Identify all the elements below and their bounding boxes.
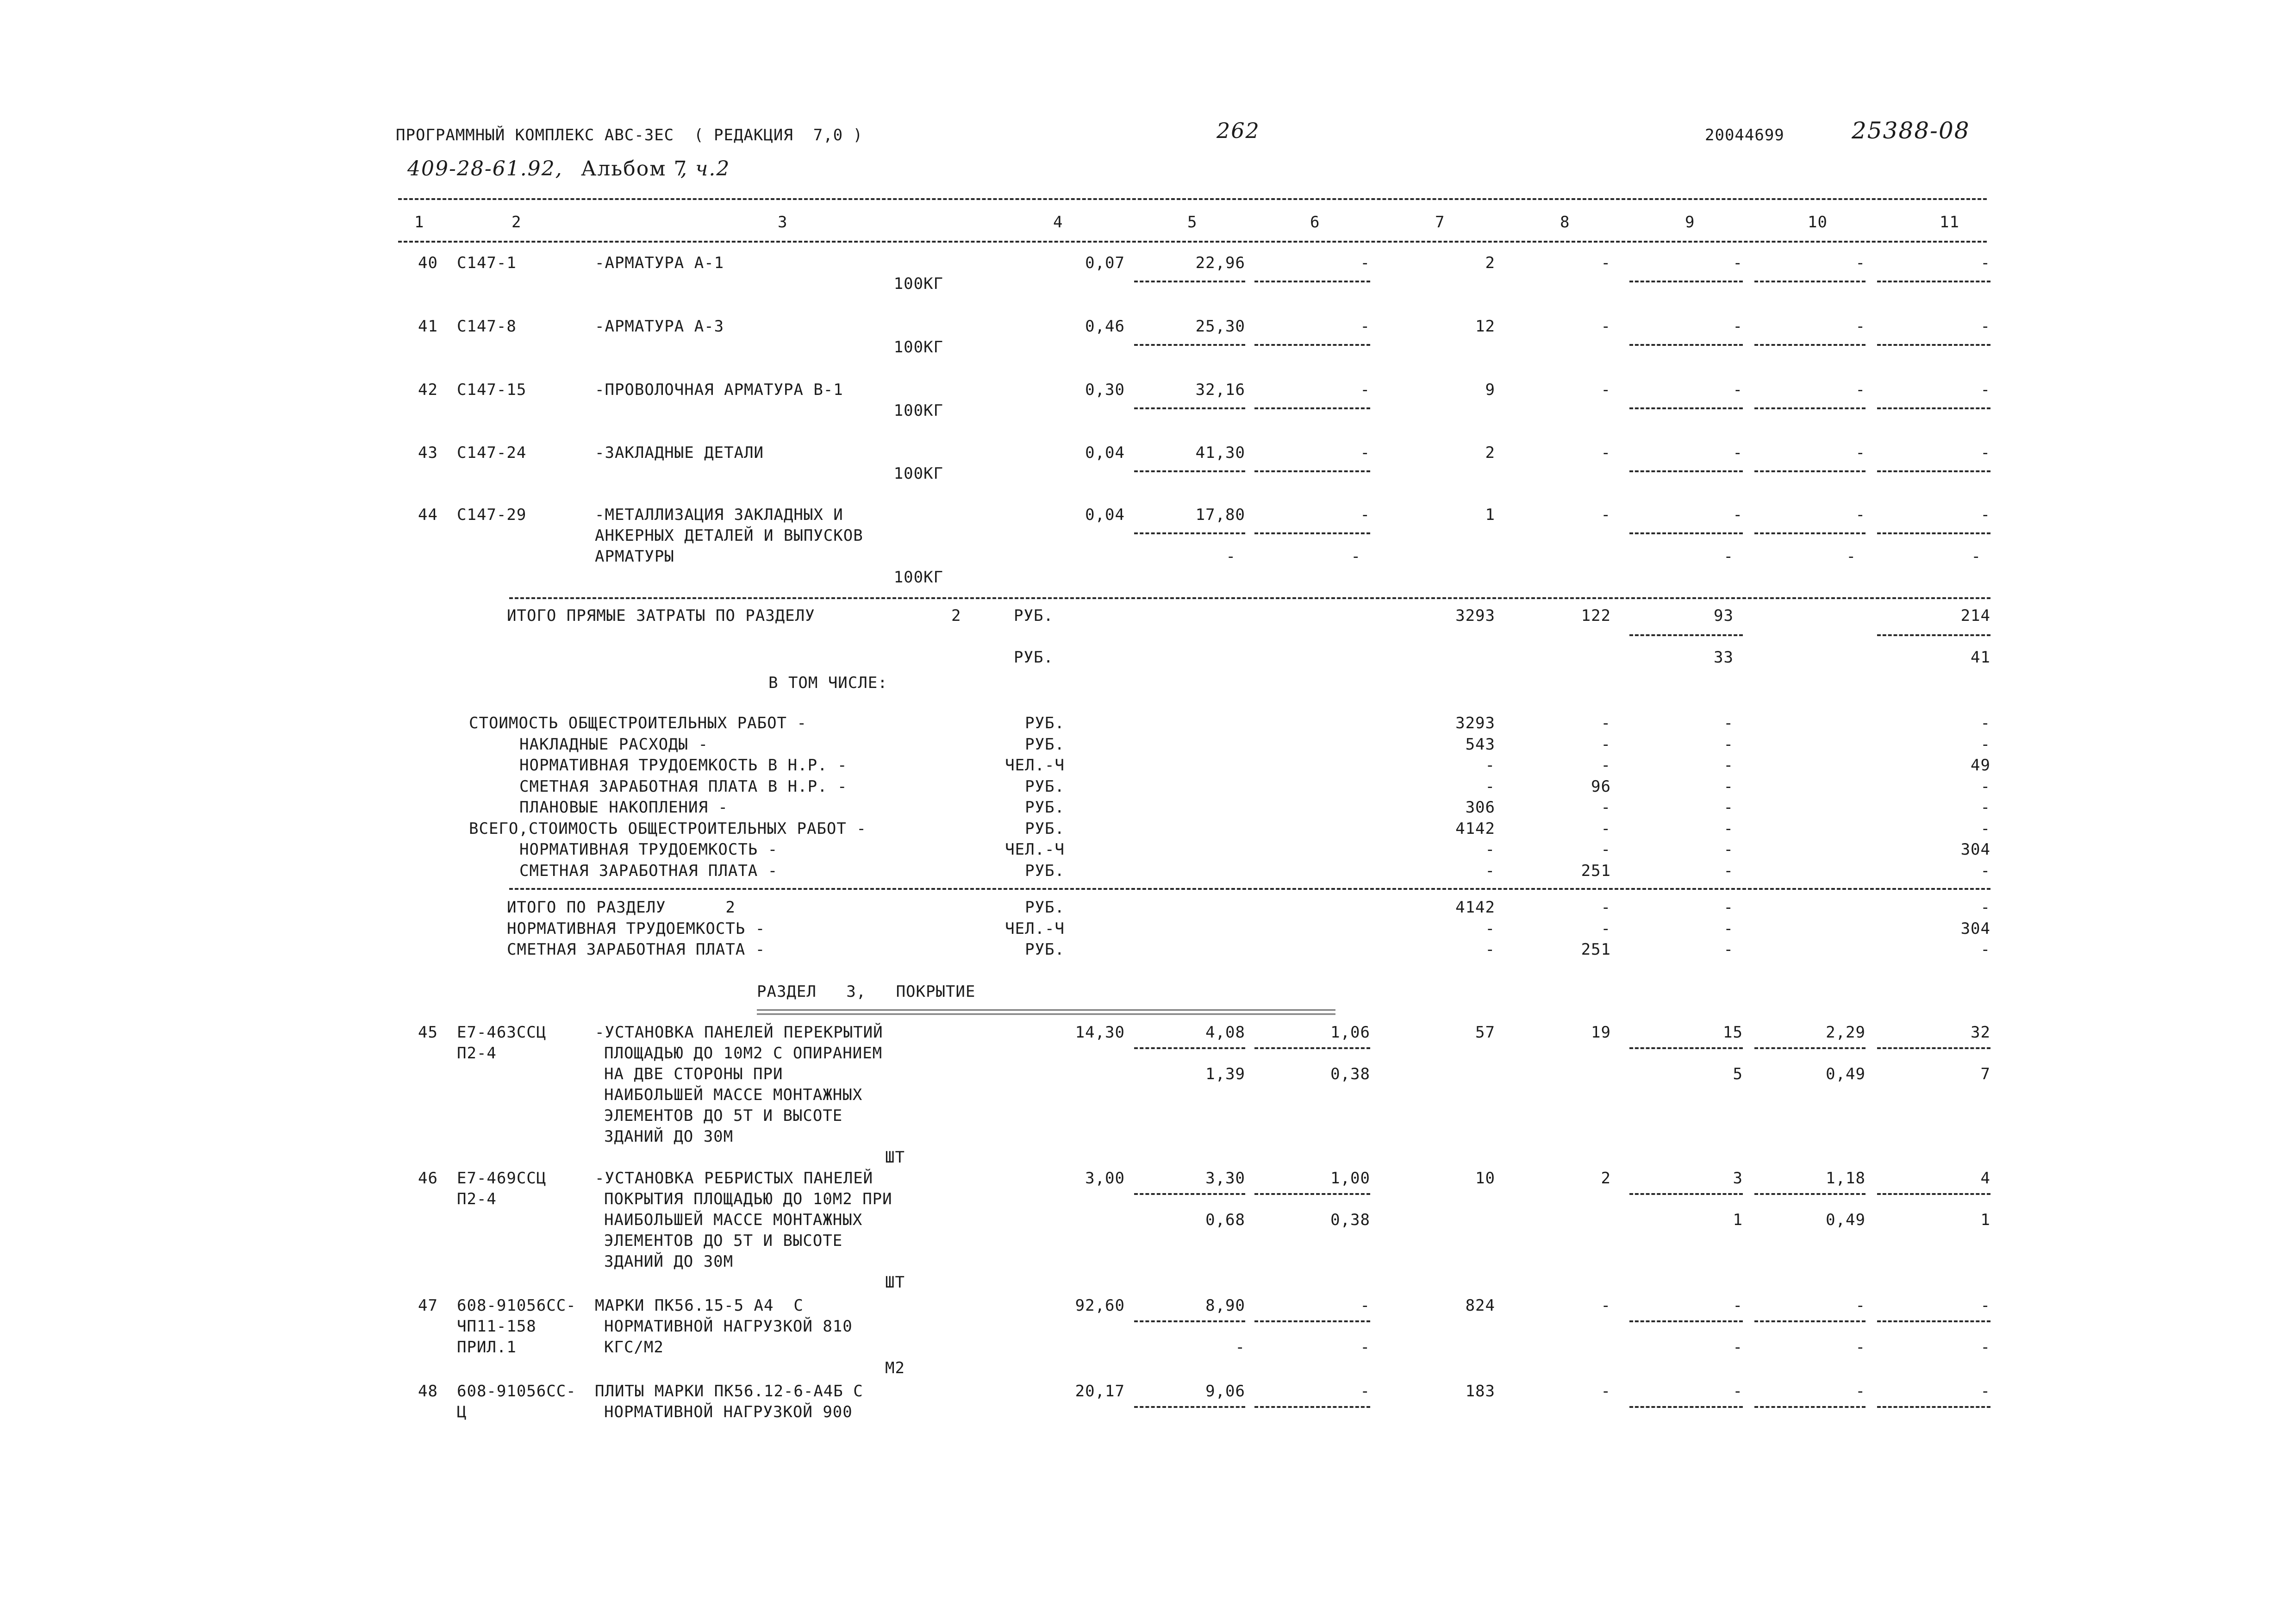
cell-c9: -	[1733, 381, 1743, 399]
cell-c6: -	[1360, 1382, 1370, 1400]
row-code: С147-15	[457, 381, 527, 399]
breakdown-label: НОРМАТИВНАЯ ТРУДОЕМКОСТЬ -	[519, 840, 778, 859]
cell-c11b: 7	[1980, 1065, 1990, 1083]
breakdown-unit: РУБ.	[1025, 714, 1065, 732]
row-code: С147-24	[457, 444, 527, 462]
cell-c5b: -	[1235, 1338, 1245, 1357]
cell-c5: 3,30	[1205, 1169, 1245, 1188]
cell-c4: 0,46	[1085, 317, 1125, 336]
sub-rule-c11	[1877, 1406, 1990, 1408]
row-number: 43	[418, 444, 438, 462]
sub-rule-c5	[1134, 1406, 1245, 1408]
cell-c5: 22,96	[1195, 254, 1245, 272]
row-unit: 100КГ	[893, 568, 943, 587]
sub-rule-c6	[1254, 532, 1370, 534]
row-code: Е7-469ССЦ	[457, 1169, 547, 1188]
sub-rule-c5	[1134, 1320, 1245, 1322]
section-total-unit: РУБ.	[1025, 898, 1065, 917]
breakdown-c7: -	[1485, 861, 1495, 880]
total-direct-section: 2	[951, 606, 961, 625]
cell-c11: -	[1980, 1382, 1990, 1400]
cell-c5: 17,80	[1195, 506, 1245, 524]
section-total-c9: -	[1723, 940, 1734, 959]
section-total-c7: -	[1485, 940, 1495, 959]
breakdown-unit: РУБ.	[1025, 735, 1065, 754]
cell-c7: 2	[1485, 444, 1495, 462]
breakdown-c9: -	[1723, 714, 1734, 732]
breakdown-label: ВСЕГО,СТОИМОСТЬ ОБЩЕСТРОИТЕЛЬНЫХ РАБОТ -	[469, 819, 867, 838]
sub-rule-c10	[1754, 470, 1866, 472]
row-code-line-3: ПРИЛ.1	[457, 1338, 517, 1357]
cell-c6b: 0,38	[1330, 1211, 1370, 1229]
row-description: ЗДАНИЙ ДО 30М	[604, 1252, 734, 1271]
cell-c5: 8,90	[1205, 1296, 1245, 1315]
sub-rule-c5	[1134, 1193, 1245, 1195]
cell-c5b: -	[1226, 547, 1236, 566]
section-total-c11: -	[1980, 940, 1990, 959]
cell-c10: -	[1855, 254, 1866, 272]
sub-rule-c10	[1754, 344, 1866, 346]
breakdown-c9: -	[1723, 777, 1734, 796]
row-code: С147-8	[457, 317, 517, 336]
sub-rule-c11	[1877, 470, 1990, 472]
cell-c9b: 1	[1733, 1211, 1743, 1229]
cell-c10: -	[1855, 1382, 1866, 1400]
cell-c4: 3,00	[1085, 1169, 1125, 1188]
cell-c4: 92,60	[1075, 1296, 1125, 1315]
breakdown-rule	[509, 888, 1990, 890]
breakdown-label: ПЛАНОВЫЕ НАКОПЛЕНИЯ -	[519, 798, 728, 817]
row-description: ПОКРЫТИЯ ПЛОЩАДЬЮ ДО 10М2 ПРИ	[604, 1190, 892, 1208]
project-reference: 409-28-61.92,	[407, 157, 563, 181]
row-unit: 100КГ	[893, 338, 943, 356]
cell-c8: -	[1601, 1382, 1611, 1400]
table-top-rule	[398, 198, 1987, 200]
cell-c6: -	[1360, 506, 1370, 524]
cell-c9b: -	[1723, 547, 1734, 566]
cell-c6: 1,06	[1330, 1023, 1370, 1042]
sub-rule-c9	[1629, 1047, 1743, 1049]
breakdown-c9: -	[1723, 798, 1734, 817]
breakdown-unit: ЧЕЛ.-Ч	[1005, 840, 1065, 859]
total-direct-label: ИТОГО ПРЯМЫЕ ЗАТРАТЫ ПО РАЗДЕЛУ	[507, 606, 815, 625]
breakdown-c9: -	[1723, 861, 1734, 880]
cell-c6: 1,00	[1330, 1169, 1370, 1188]
section-total-label: СМЕТНАЯ ЗАРАБОТНАЯ ПЛАТА -	[507, 940, 766, 959]
cell-c6b: 0,38	[1330, 1065, 1370, 1083]
row-unit: М2	[885, 1359, 905, 1377]
cell-c11: -	[1980, 444, 1990, 462]
section-total-c11: -	[1980, 898, 1990, 917]
cell-c6: -	[1360, 444, 1370, 462]
album-part: , ч.2	[680, 157, 730, 181]
breakdown-label: НОРМАТИВНАЯ ТРУДОЕМКОСТЬ В Н.Р. -	[519, 756, 848, 775]
sub-rule-c5	[1134, 281, 1245, 282]
cell-c9: -	[1733, 506, 1743, 524]
cell-c10b: -	[1855, 1338, 1866, 1357]
row-description: НАИБОЛЬШЕЙ МАССЕ МОНТАЖНЫХ	[604, 1086, 863, 1104]
breakdown-c9: -	[1723, 735, 1734, 754]
breakdown-c7: 543	[1465, 735, 1495, 754]
cell-c4: 0,30	[1085, 381, 1125, 399]
sub-rule-c6	[1254, 1193, 1370, 1195]
row-description: МАРКИ ПК56.15-5 А4 С	[595, 1296, 804, 1315]
sub-rule-c6	[1254, 281, 1370, 282]
sub-rule-c11	[1877, 281, 1990, 282]
cell-c9b: 5	[1733, 1065, 1743, 1083]
section-total-c8: -	[1601, 919, 1611, 938]
row-description: НАИБОЛЬШЕЙ МАССЕ МОНТАЖНЫХ	[604, 1211, 863, 1229]
cell-c6b: -	[1351, 547, 1361, 566]
row-description: АРМАТУРЫ	[595, 547, 674, 566]
sub-rule-c6	[1254, 1320, 1370, 1322]
sub-rule-c10	[1754, 281, 1866, 282]
sub-rule-c5	[1134, 407, 1245, 409]
sub-rule-c5	[1134, 470, 1245, 472]
sub-rule-c10	[1754, 1193, 1866, 1195]
cell-c4: 0,07	[1085, 254, 1125, 272]
cell-c10: 1,18	[1826, 1169, 1866, 1188]
total-direct-unit-2: РУБ.	[1014, 648, 1054, 667]
cell-c10b: 0,49	[1826, 1211, 1866, 1229]
row-description: -ПРОВОЛОЧНАЯ АРМАТУРА В-1	[595, 381, 843, 399]
row-number: 44	[418, 506, 438, 524]
sub-rule-c9	[1629, 281, 1743, 282]
section-total-unit: РУБ.	[1025, 940, 1065, 959]
cell-c7: 183	[1465, 1382, 1495, 1400]
sub-rule-c10	[1754, 1047, 1866, 1049]
row-number: 45	[418, 1023, 438, 1042]
cell-c6b: -	[1360, 1338, 1370, 1357]
row-number: 47	[418, 1296, 438, 1315]
sub-rule-c9	[1629, 1406, 1743, 1408]
sub-rule-c5	[1134, 344, 1245, 346]
sub-rule-c6	[1254, 1047, 1370, 1049]
cell-c9: -	[1733, 254, 1743, 272]
row-number: 46	[418, 1169, 438, 1188]
cell-c6: -	[1360, 1296, 1370, 1315]
cell-c9b: -	[1733, 1338, 1743, 1357]
total-direct-c9b: 33	[1714, 648, 1734, 667]
sub-rule-c6	[1254, 344, 1370, 346]
cell-c11: -	[1980, 1296, 1990, 1315]
row-unit: ШТ	[885, 1148, 905, 1167]
column-number-3: 3	[778, 213, 788, 231]
row-description: ЗДАНИЙ ДО 30М	[604, 1127, 734, 1146]
row-description: НОРМАТИВНОЙ НАГРУЗКОЙ 900	[604, 1403, 853, 1421]
cell-c7: 1	[1485, 506, 1495, 524]
cell-c5b: 1,39	[1205, 1065, 1245, 1083]
cell-c6: -	[1360, 254, 1370, 272]
breakdown-c11: 49	[1971, 756, 1990, 775]
cell-c9: -	[1733, 317, 1743, 336]
cell-c5: 32,16	[1195, 381, 1245, 399]
cell-c11b: -	[1980, 1338, 1990, 1357]
sub-rule-c5	[1134, 1047, 1245, 1049]
row-number: 42	[418, 381, 438, 399]
sub-rule-c6	[1254, 470, 1370, 472]
row-description: -УСТАНОВКА ПАНЕЛЕЙ ПЕРЕКРЫТИЙ	[595, 1023, 883, 1042]
total-direct-rule	[509, 597, 1990, 599]
breakdown-c11: -	[1980, 819, 1990, 838]
breakdown-c9: -	[1723, 840, 1734, 859]
cell-c10: -	[1855, 317, 1866, 336]
column-number-1: 1	[414, 213, 424, 231]
cell-c4: 20,17	[1075, 1382, 1125, 1400]
cell-c8: 2	[1601, 1169, 1611, 1188]
row-description: НОРМАТИВНОЙ НАГРУЗКОЙ 810	[604, 1317, 853, 1336]
column-number-11: 11	[1940, 213, 1959, 231]
cell-c11: 32	[1971, 1023, 1990, 1042]
breakdown-c11: -	[1980, 777, 1990, 796]
total-direct-c7: 3293	[1455, 606, 1495, 625]
breakdown-c7: -	[1485, 777, 1495, 796]
row-description: ЭЛЕМЕНТОВ ДО 5Т И ВЫСОТЕ	[604, 1107, 843, 1125]
row-description: -АРМАТУРА А-3	[595, 317, 724, 336]
sub-rule-c10	[1754, 407, 1866, 409]
section-total-c7: 4142	[1455, 898, 1495, 917]
cell-c5: 41,30	[1195, 444, 1245, 462]
row-number: 48	[418, 1382, 438, 1400]
cell-c10: -	[1855, 444, 1866, 462]
row-description: АНКЕРНЫХ ДЕТАЛЕЙ И ВЫПУСКОВ	[595, 526, 863, 545]
stamp-code: 25388-08	[1852, 117, 1970, 144]
section-total-c8: 251	[1581, 940, 1611, 959]
including-label: В ТОМ ЧИСЛЕ:	[768, 674, 888, 692]
cell-c9: -	[1733, 1296, 1743, 1315]
column-number-2: 2	[512, 213, 522, 231]
breakdown-c8: -	[1601, 756, 1611, 775]
section-total-c9: -	[1723, 919, 1734, 938]
breakdown-label: СТОИМОСТЬ ОБЩЕСТРОИТЕЛЬНЫХ РАБОТ -	[469, 714, 807, 732]
sub-rule-c9	[1629, 532, 1743, 534]
row-description: НА ДВЕ СТОРОНЫ ПРИ	[604, 1065, 783, 1083]
breakdown-c9: -	[1723, 756, 1734, 775]
breakdown-c11: -	[1980, 735, 1990, 754]
row-description: КГС/М2	[604, 1338, 664, 1357]
breakdown-c7: 306	[1465, 798, 1495, 817]
row-code: 608-91056СС-	[457, 1296, 576, 1315]
row-code-line-2: Ц	[457, 1403, 467, 1421]
sub-rule-c9	[1629, 1193, 1743, 1195]
row-description: -АРМАТУРА А-1	[595, 254, 724, 272]
sub-rule-c11	[1877, 344, 1990, 346]
cell-c7: 10	[1475, 1169, 1495, 1188]
cell-c9: 3	[1733, 1169, 1743, 1188]
cell-c9: -	[1733, 444, 1743, 462]
total-direct-c9: 93	[1714, 606, 1734, 625]
section-total-c9: -	[1723, 898, 1734, 917]
row-code-line-2: ЧП11-158	[457, 1317, 537, 1336]
cell-c8: -	[1601, 381, 1611, 399]
section-total-label: НОРМАТИВНАЯ ТРУДОЕМКОСТЬ -	[507, 919, 766, 938]
sub-rule-c5	[1134, 532, 1245, 534]
cell-c5b: 0,68	[1205, 1211, 1245, 1229]
cell-c10: -	[1855, 381, 1866, 399]
cell-c5: 25,30	[1195, 317, 1245, 336]
total-direct-c11b: 41	[1971, 648, 1990, 667]
album-label: Альбом 7	[581, 157, 688, 181]
column-number-6: 6	[1310, 213, 1320, 231]
breakdown-c7: -	[1485, 756, 1495, 775]
breakdown-c8: 96	[1591, 777, 1611, 796]
breakdown-label: СМЕТНАЯ ЗАРАБОТНАЯ ПЛАТА -	[519, 861, 778, 880]
cell-c8: -	[1601, 254, 1611, 272]
column-number-8: 8	[1560, 213, 1570, 231]
row-description: -ЗАКЛАДНЫЕ ДЕТАЛИ	[595, 444, 764, 462]
sub-rule-c9	[1629, 344, 1743, 346]
cell-c9: 15	[1723, 1023, 1743, 1042]
breakdown-label: НАКЛАДНЫЕ РАСХОДЫ -	[519, 735, 708, 754]
section-total-c7: -	[1485, 919, 1495, 938]
breakdown-c8: -	[1601, 840, 1611, 859]
cell-c7: 57	[1475, 1023, 1495, 1042]
page-number: 262	[1217, 118, 1260, 143]
breakdown-c7: 4142	[1455, 819, 1495, 838]
row-code: 608-91056СС-	[457, 1382, 576, 1400]
section-total-c11: 304	[1960, 919, 1990, 938]
total-direct-c8: 122	[1581, 606, 1611, 625]
breakdown-c11: -	[1980, 861, 1990, 880]
cell-c10: 2,29	[1826, 1023, 1866, 1042]
cell-c10: -	[1855, 1296, 1866, 1315]
cell-c6: -	[1360, 381, 1370, 399]
breakdown-c9: -	[1723, 819, 1734, 838]
row-code: С147-1	[457, 254, 517, 272]
row-unit: 100КГ	[893, 401, 943, 420]
cell-c9: -	[1733, 1382, 1743, 1400]
cell-c11: -	[1980, 381, 1990, 399]
cell-c8: 19	[1591, 1023, 1611, 1042]
cell-c7: 9	[1485, 381, 1495, 399]
breakdown-unit: РУБ.	[1025, 777, 1065, 796]
sub-rule-c6	[1254, 407, 1370, 409]
section-3-underline	[757, 1009, 1335, 1015]
cell-c7: 12	[1475, 317, 1495, 336]
breakdown-c11: -	[1980, 714, 1990, 732]
sub-rule-c11	[1877, 1320, 1990, 1322]
row-unit: 100КГ	[893, 275, 943, 293]
sub-rule-c11	[1877, 532, 1990, 534]
breakdown-c8: -	[1601, 819, 1611, 838]
row-code: Е7-463ССЦ	[457, 1023, 547, 1042]
breakdown-label: СМЕТНАЯ ЗАРАБОТНАЯ ПЛАТА В Н.Р. -	[519, 777, 848, 796]
section-3-title: РАЗДЕЛ 3, ПОКРЫТИЕ	[757, 982, 976, 1001]
cell-c11: -	[1980, 317, 1990, 336]
row-unit: ШТ	[885, 1273, 905, 1292]
cell-c10b: -	[1846, 547, 1856, 566]
cell-c10: -	[1855, 506, 1866, 524]
column-number-10: 10	[1808, 213, 1828, 231]
total-direct-unit: РУБ.	[1014, 606, 1054, 625]
column-number-7: 7	[1435, 213, 1445, 231]
cell-c6: -	[1360, 317, 1370, 336]
cell-c8: -	[1601, 506, 1611, 524]
cell-c4: 0,04	[1085, 506, 1125, 524]
breakdown-c7: 3293	[1455, 714, 1495, 732]
sub-rule-c6	[1254, 1406, 1370, 1408]
doc-code: 20044699	[1705, 126, 1784, 144]
cell-c11b: 1	[1980, 1211, 1990, 1229]
sub-rule-c10	[1754, 532, 1866, 534]
row-description: ПЛИТЫ МАРКИ ПК56.12-6-А4Б С	[595, 1382, 863, 1400]
section-total-unit: ЧЕЛ.-Ч	[1005, 919, 1065, 938]
column-number-9: 9	[1685, 213, 1695, 231]
cell-c4: 14,30	[1075, 1023, 1125, 1042]
program-title: ПРОГРАММНЫЙ КОМПЛЕКС АВС-3ЕС ( РЕДАКЦИЯ 7,0 )	[396, 126, 863, 144]
column-number-4: 4	[1053, 213, 1063, 231]
column-number-5: 5	[1187, 213, 1198, 231]
total-direct-c11: 214	[1960, 606, 1990, 625]
sub-rule-c11	[1877, 407, 1990, 409]
total-direct-sub-rule	[1629, 634, 1743, 636]
cell-c5: 9,06	[1205, 1382, 1245, 1400]
row-description: ПЛОЩАДЬЮ ДО 10М2 С ОПИРАНИЕМ	[604, 1044, 883, 1063]
breakdown-c8: -	[1601, 798, 1611, 817]
row-code: С147-29	[457, 506, 527, 524]
cell-c11b: -	[1971, 547, 1981, 566]
cell-c8: -	[1601, 317, 1611, 336]
breakdown-c8: -	[1601, 735, 1611, 754]
sub-rule-c9	[1629, 470, 1743, 472]
cell-c11: -	[1980, 506, 1990, 524]
cell-c8: -	[1601, 1296, 1611, 1315]
sub-rule-c11	[1877, 1047, 1990, 1049]
breakdown-c11: -	[1980, 798, 1990, 817]
cell-c8: -	[1601, 444, 1611, 462]
column-header-rule	[398, 241, 1987, 243]
cell-c11: 4	[1980, 1169, 1990, 1188]
breakdown-c8: -	[1601, 714, 1611, 732]
row-description: ЭЛЕМЕНТОВ ДО 5Т И ВЫСОТЕ	[604, 1232, 843, 1250]
row-number: 40	[418, 254, 438, 272]
sub-rule-c9	[1629, 1320, 1743, 1322]
row-number: 41	[418, 317, 438, 336]
sub-rule-c11	[1877, 1193, 1990, 1195]
breakdown-unit: РУБ.	[1025, 819, 1065, 838]
sub-rule-c10	[1754, 1406, 1866, 1408]
sub-rule-c10	[1754, 1320, 1866, 1322]
cell-c7: 824	[1465, 1296, 1495, 1315]
cell-c5: 4,08	[1205, 1023, 1245, 1042]
cell-c7: 2	[1485, 254, 1495, 272]
section-total-c8: -	[1601, 898, 1611, 917]
sub-rule-c9	[1629, 407, 1743, 409]
row-unit: 100КГ	[893, 464, 943, 483]
cell-c11: -	[1980, 254, 1990, 272]
breakdown-c7: -	[1485, 840, 1495, 859]
breakdown-unit: РУБ.	[1025, 798, 1065, 817]
cell-c10b: 0,49	[1826, 1065, 1866, 1083]
breakdown-unit: ЧЕЛ.-Ч	[1005, 756, 1065, 775]
row-code-line-2: П2-4	[457, 1044, 497, 1063]
breakdown-c11: 304	[1960, 840, 1990, 859]
breakdown-c8: 251	[1581, 861, 1611, 880]
row-code-line-2: П2-4	[457, 1190, 497, 1208]
total-direct-sub-rule	[1877, 634, 1990, 636]
cell-c4: 0,04	[1085, 444, 1125, 462]
section-total-label: ИТОГО ПО РАЗДЕЛУ 2	[507, 898, 736, 917]
row-description: -МЕТАЛЛИЗАЦИЯ ЗАКЛАДНЫХ И	[595, 506, 843, 524]
row-description: -УСТАНОВКА РЕБРИСТЫХ ПАНЕЛЕЙ	[595, 1169, 873, 1188]
breakdown-unit: РУБ.	[1025, 861, 1065, 880]
